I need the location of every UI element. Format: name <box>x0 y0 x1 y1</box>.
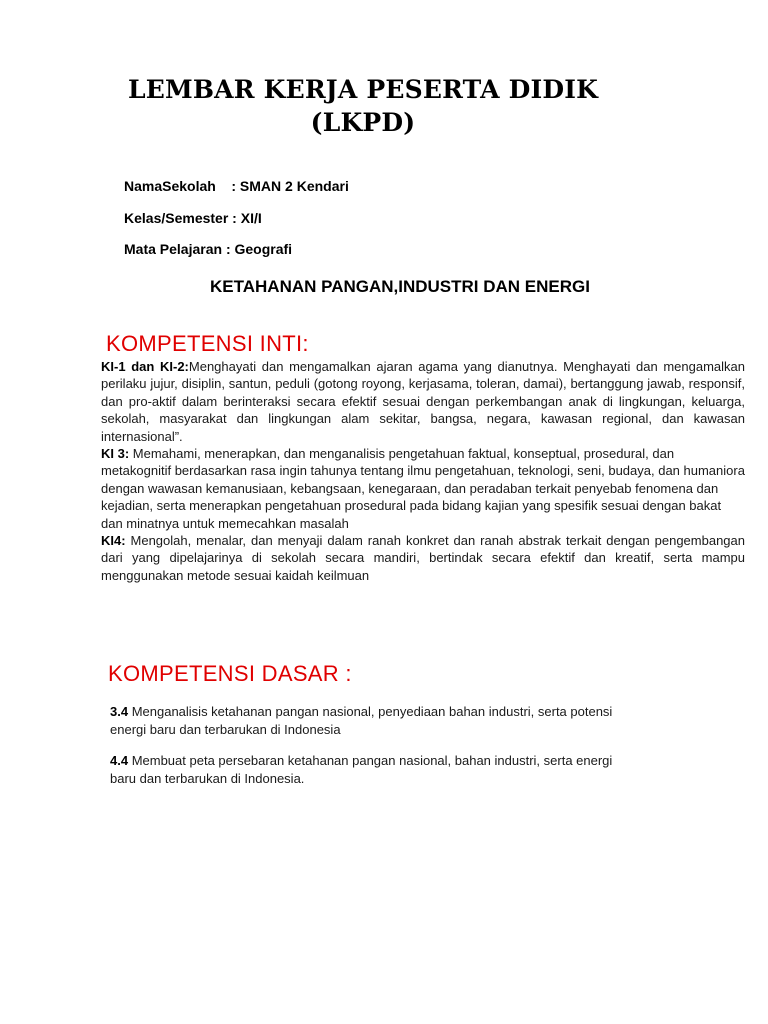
subject-name: Mata Pelajaran : Geografi <box>124 241 293 257</box>
kd-3-4-number: 3.4 <box>110 704 129 719</box>
ki-3-text: Memahami, menerapkan, dan menganalisis pengetahuan faktual, konseptual, prosedural, dan metakognitif berdasarkan rasa ingin tahunya tentang ilmu pengetahuan, teknologi, seni, budaya, dan humaniora dengan wawasan kemanusiaan, kebangsaan, kenegaraan, dan peradaban terkait penyebab fenomena dan kejadian, serta menerapkan pengetahuan prosedural pada bidang kajian yang spesifik sesuai dengan bakat dan minatnya untuk memecahkan masalah <box>101 446 745 531</box>
ki-1-2-paragraph <box>101 358 745 445</box>
kompetensi-inti-heading: KOMPETENSI INTI: <box>106 331 309 356</box>
kd-3-4-text: Menganalisis ketahanan pangan nasional, penyediaan bahan industri, serta potensi energi baru dan terbarukan di Indonesia <box>110 704 613 737</box>
kd-4-4-item <box>110 752 630 787</box>
kd-4-4-text: Membuat peta persebaran ketahanan pangan nasional, bahan industri, serta energi baru dan terbarukan di Indonesia. <box>110 753 613 786</box>
ki-4-text: Mengolah, menalar, dan menyaji dalam ranah konkret dan ranah abstrak terkait dengan pengembangan dari yang dipelajarinya di sekolah secara mandiri, bertindak secara efektif dan kreatif, serta mampu menggunakan metode sesuai kaidah keilmuan <box>101 533 745 583</box>
ki-4-paragraph <box>101 532 745 584</box>
ki-1-2-text: Menghayati dan mengamalkan ajaran agama yang dianutnya. Menghayati dan mengamalkan perilaku jujur, disiplin, santun, peduli (gotong royong, kerjasama, toleran, damai), bertanggung jawab, responsif, dan pro-aktif dalam berinteraksi secara efektif sesuai dengan perkembangan anak di lingkungan, keluarga, sekolah, masyarakat dan lingkungan alam sekitar, bangsa, negara, kawasan regional, dan kawasan internasional”. <box>101 359 745 444</box>
kompetensi-inti-body <box>101 358 745 584</box>
kd-4-4-number: 4.4 <box>110 753 129 768</box>
ki-3-paragraph <box>101 445 745 532</box>
kompetensi-dasar-heading: KOMPETENSI DASAR : <box>108 661 352 686</box>
school-name: NamaSekolah : SMAN 2 Kendari <box>124 178 349 194</box>
document-title: LEMBAR KERJA PESERTA DIDIK <box>127 75 599 104</box>
topic-title: KETAHANAN PANGAN,INDUSTRI DAN ENERGI <box>210 277 590 296</box>
document-title-abbrev: (LKPD) <box>310 108 416 137</box>
ki-4-label: KI4: <box>101 533 126 549</box>
kd-3-4-item <box>110 703 630 738</box>
ki-3-label: KI 3: <box>101 446 130 462</box>
ki-1-2-label: KI-1 dan KI-2: <box>101 359 189 374</box>
class-semester: Kelas/Semester : XI/I <box>124 210 262 226</box>
